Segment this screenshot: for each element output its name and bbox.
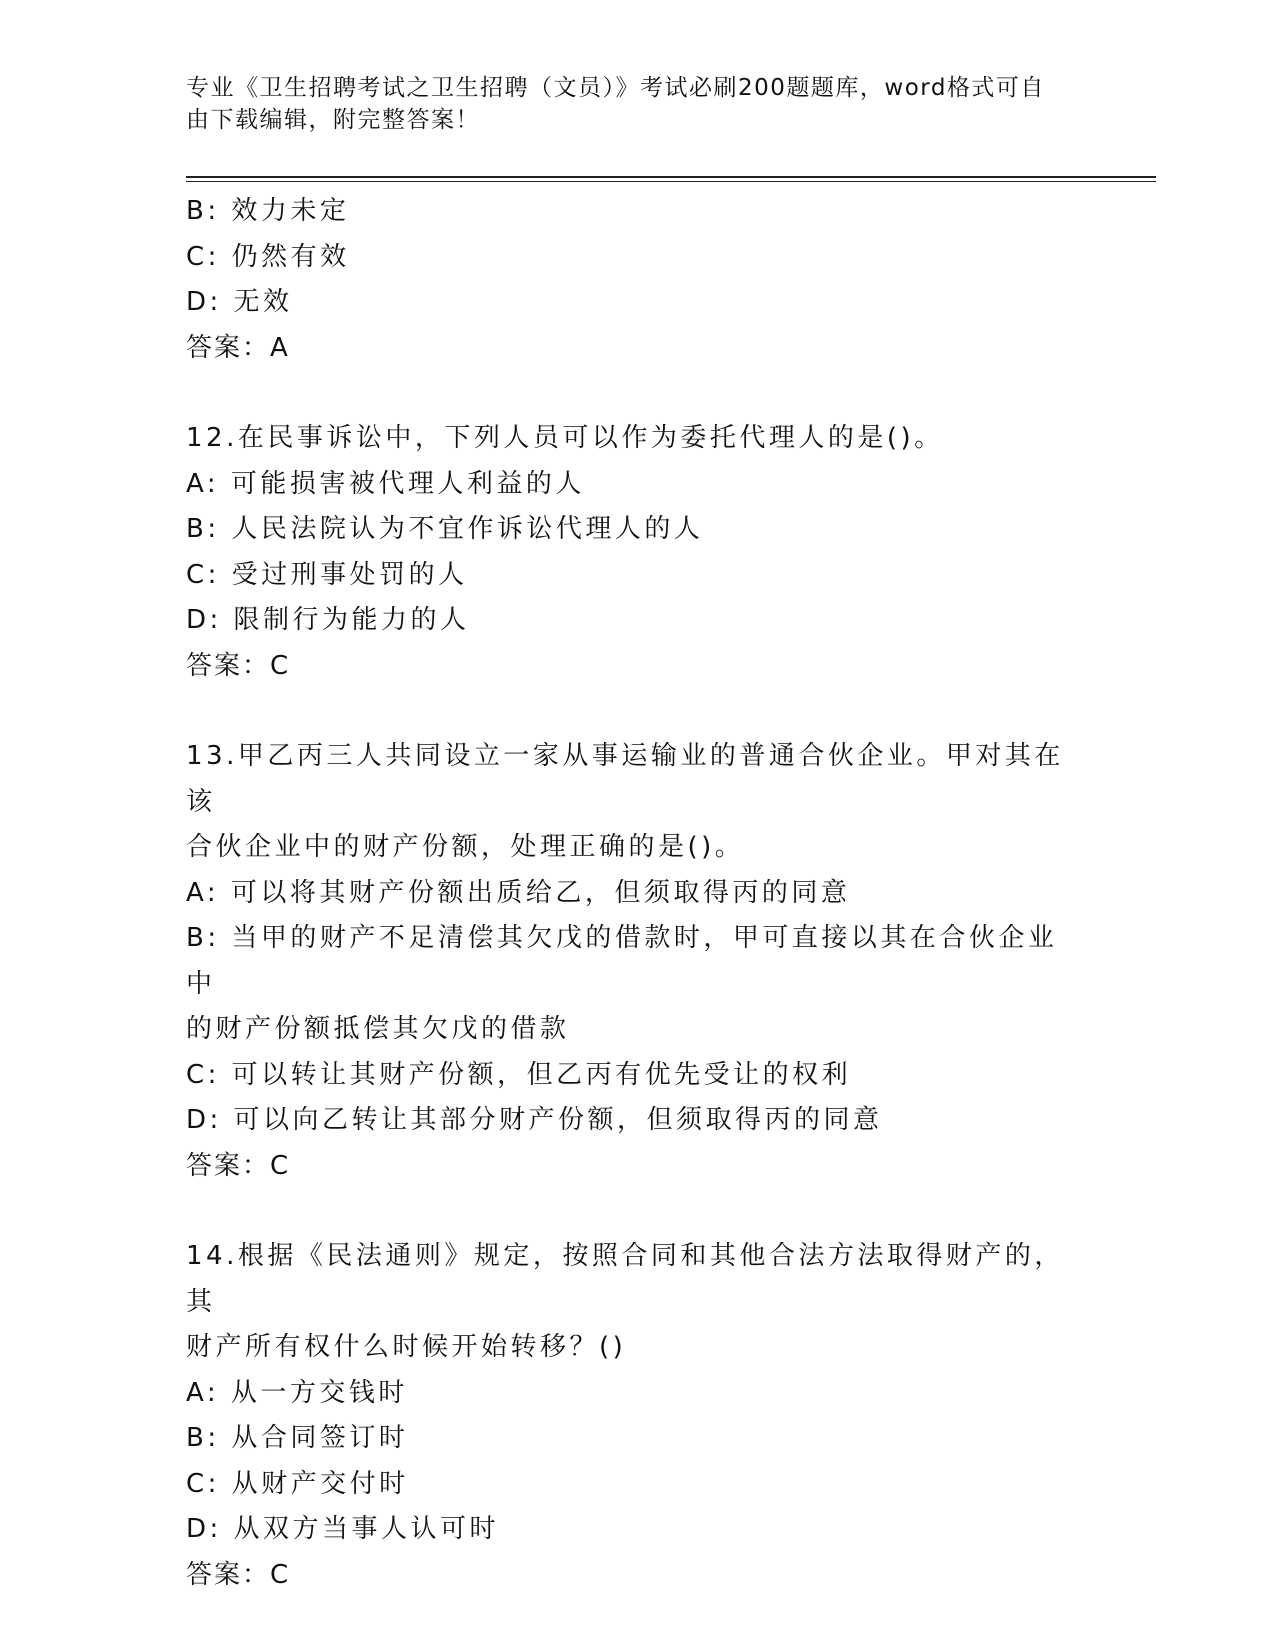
option-d: D: 限制行为能力的人 [186,605,470,635]
question-stem: 12.在民事诉讼中，下列人员可以作为委托代理人的是()。 [186,423,944,453]
option-c: C: 受过刑事处罚的人 [186,559,468,590]
spacer [186,1189,1076,1234]
option-b: B: 效力未定 [186,196,350,226]
question-stem-cont: 合伙企业中的财产份额，处理正确的是()。 [186,832,745,862]
option-b: B: 当甲的财产不足清偿其欠戊的借款时，甲可直接以其在合伙企业中 [186,923,1058,999]
option-c: C: 从财产交付时 [186,1468,409,1499]
answer-line: 答案：C [186,1559,291,1590]
answer-line: 答案：C [186,650,291,681]
option-b: B: 人民法院认为不宜作诉讼代理人的人 [186,514,704,544]
header-line-1: 专业《卫生招聘考试之卫生招聘（文员）》考试必刷200题题库，word格式可自 [186,75,1045,101]
option-a: A: 从一方交钱时 [186,1377,408,1408]
spacer [186,689,1076,734]
question-13 [186,734,1076,1189]
option-c: C: 仍然有效 [186,241,350,272]
header-line-2: 由下载编辑，附完整答案！ [186,107,480,133]
question-14 [186,1234,1076,1598]
option-b-cont: 的财产份额抵偿其欠戊的借款 [186,1014,570,1044]
question-content [186,189,1076,1598]
option-c: C: 可以转让其财产份额，但乙丙有优先受让的权利 [186,1059,852,1090]
question-11-continued [186,189,1076,371]
spacer [186,371,1076,416]
question-stem-cont: 财产所有权什么时候开始转移？() [186,1332,627,1362]
option-a: A: 可以将其财产份额出质给乙，但须取得丙的同意 [186,877,851,908]
option-b: B: 从合同签订时 [186,1423,409,1453]
document-header [186,72,1066,136]
question-12 [186,416,1076,689]
answer-line: 答案：C [186,1150,291,1181]
option-a: A: 可能损害被代理人利益的人 [186,468,585,499]
header-rule-thick [186,176,1156,178]
option-d: D: 从双方当事人认可时 [186,1514,500,1544]
option-d: D: 可以向乙转让其部分财产份额，但须取得丙的同意 [186,1105,883,1135]
question-stem: 13.甲乙丙三人共同设立一家从事运输业的普通合伙企业。甲对其在该 [186,741,1064,817]
option-d: D: 无效 [186,287,293,317]
header-rule-thin [186,181,1156,182]
answer-line: 答案：A [186,332,290,363]
question-stem: 14.根据《民法通则》规定，按照合同和其他合法方法取得财产的，其 [186,1241,1064,1317]
